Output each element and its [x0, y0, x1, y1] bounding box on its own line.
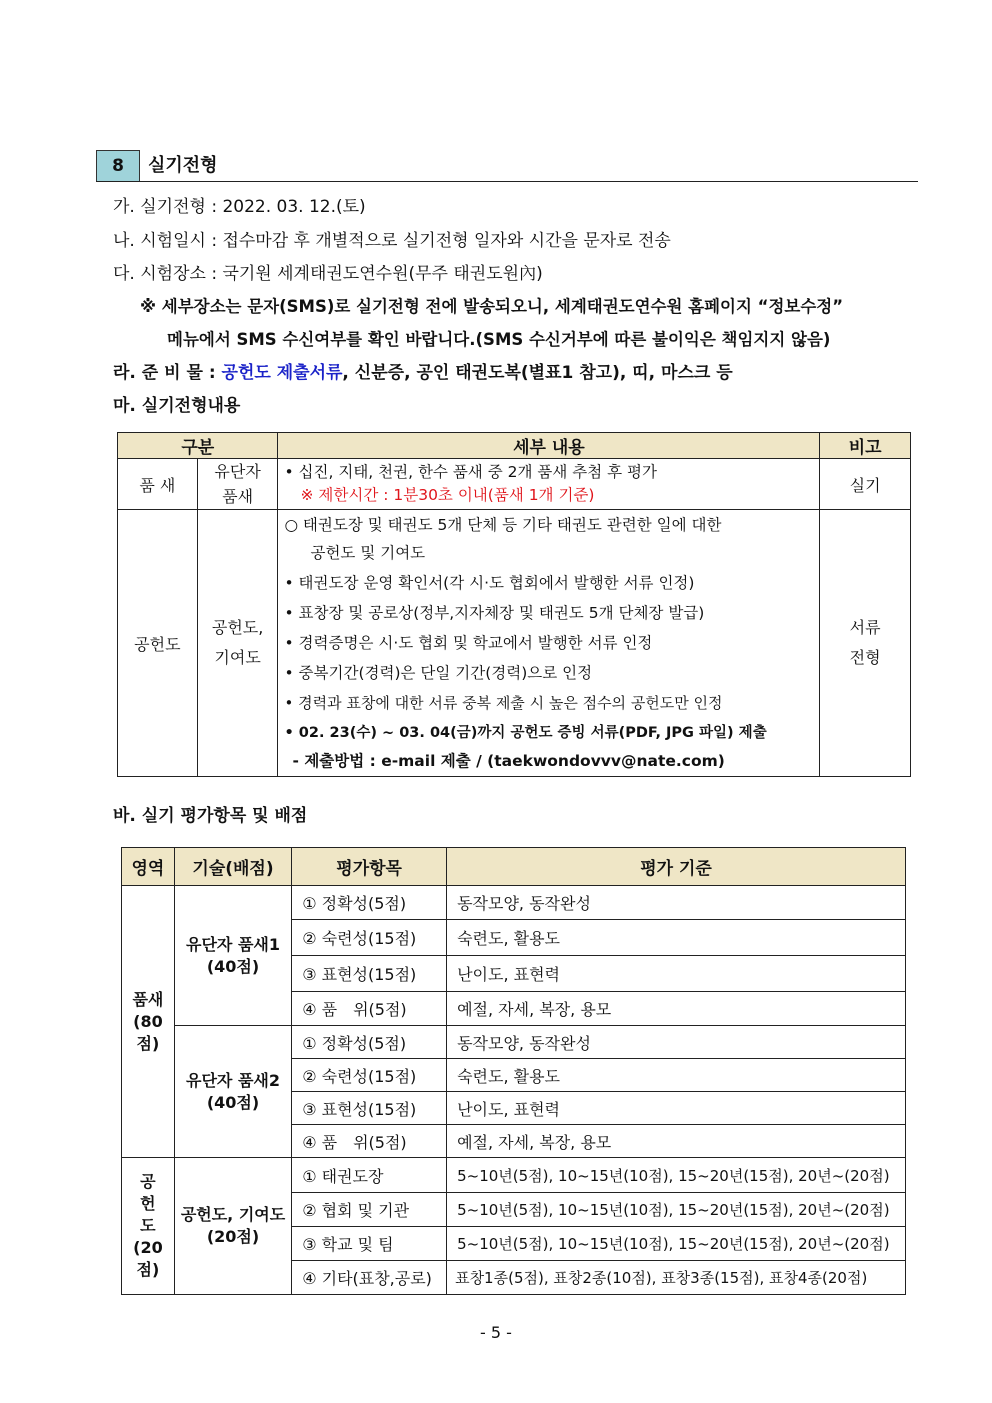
table-row	[122, 1158, 906, 1193]
detail-line: • 중복기간(경력)은 단일 기간(경력)으로 인정	[284, 664, 593, 682]
eval-item: ② 숙련성(15점)	[292, 920, 447, 956]
content-heading: 마. 실기전형내용	[113, 396, 241, 416]
detail-line: • 십진, 지태, 천권, 한수 품새 중 2개 품새 추첨 후 평가	[284, 463, 657, 481]
detail-line: ○ 태권도장 및 태권도 5개 단체 등 기타 태권도 관련한 일에 대한	[284, 516, 722, 534]
table-row	[122, 1026, 906, 1059]
area-label: 품새	[132, 989, 164, 1009]
subcategory-line: 기여도	[214, 648, 261, 667]
table-row	[118, 459, 911, 510]
exam-place: 다. 시험장소 : 국기원 세계태권도연수원(무주 태권도원內)	[113, 264, 543, 284]
table-row	[118, 510, 911, 777]
row-category: 품 새	[118, 459, 198, 510]
header-category: 구분	[118, 433, 278, 459]
preparation-suffix: , 신분증, 공인 태권도복(별표1 참고), 띠, 마스크 등	[342, 363, 733, 383]
technique-poomsae-2	[174, 1026, 291, 1158]
detail-line: • 태권도장 운영 확인서(각 시·도 협회에서 발행한 서류 인정)	[284, 574, 695, 592]
detail-line: 공헌도 및 기여도	[310, 544, 426, 562]
area-contribution	[122, 1158, 175, 1295]
header-criteria: 평가 기준	[447, 848, 906, 886]
technique-score: (40점)	[206, 1092, 260, 1112]
technique-contribution	[174, 1158, 291, 1295]
table-row	[122, 886, 906, 920]
section-header	[96, 150, 918, 182]
eval-heading: 바. 실기 평가항목 및 배점	[113, 806, 308, 826]
time-limit-note: ※ 제한시간 : 1분30초 이내(품새 1개 기준)	[300, 486, 595, 504]
area-score: (20점)	[133, 1238, 163, 1279]
eval-item: ② 협회 및 기관	[292, 1193, 447, 1227]
eval-item: ④ 기타(표창,공로)	[292, 1261, 447, 1295]
section-divider	[96, 181, 918, 182]
eval-criteria: 난이도, 표현력	[447, 956, 906, 992]
detail-line: • 경력과 표창에 대한 서류 중복 제출 시 높은 점수의 공헌도만 인정	[284, 694, 723, 712]
page-number: - 5 -	[480, 1323, 512, 1342]
preparation-prefix: 라. 준 비 물 :	[113, 363, 222, 383]
header-note: 비고	[820, 433, 911, 459]
eval-criteria: 동작모양, 동작완성	[447, 1026, 906, 1059]
technique-score: (20점)	[206, 1227, 260, 1246]
eval-item: ④ 품 위(5점)	[292, 992, 447, 1026]
section-title: 실기전형	[148, 155, 218, 176]
eval-criteria: 숙련도, 활용도	[447, 1059, 906, 1092]
subcategory-line: 유단자	[214, 462, 261, 481]
row-detail	[278, 510, 820, 777]
preparation-highlight: 공헌도 제출서류	[221, 363, 343, 383]
table-header-row	[118, 433, 911, 459]
eval-criteria: 예절, 자세, 복장, 용모	[447, 1125, 906, 1158]
deadline-line: • 02. 23(수) ~ 03. 04(금)까지 공헌도 증빙 서류(PDF, JPG 파일) 제출	[284, 725, 767, 741]
eval-item: ① 태권도장	[292, 1158, 447, 1193]
subcategory-line: 품새	[222, 487, 254, 506]
table-header-row	[122, 848, 906, 886]
note-line: 서류	[849, 618, 881, 637]
area-label-char: 공	[140, 1172, 156, 1191]
technique-label: 유단자 품새1	[186, 934, 280, 954]
eval-item: ③ 학교 및 팀	[292, 1227, 447, 1261]
eval-criteria: 5~10년(5점), 10~15년(10점), 15~20년(15점), 20년~(20점)	[447, 1193, 906, 1227]
subcategory-line: 공헌도,	[211, 618, 264, 637]
row-detail	[278, 459, 820, 510]
header-detail: 세부 내용	[278, 433, 820, 459]
submission-method: - 제출방법 : e-mail 제출 / (taekwondovvv@nate.com)	[292, 752, 725, 770]
row-subcategory	[197, 510, 278, 777]
notice-line-2: 메뉴에서 SMS 수신여부를 확인 바랍니다.(SMS 수신거부에 따른 불이익은 책임지지 않음)	[167, 330, 831, 349]
note-line: 전형	[849, 648, 881, 667]
row-subcategory	[197, 459, 278, 510]
section-number: 8	[96, 150, 140, 182]
area-score: (80점)	[133, 1011, 163, 1053]
technique-score: (40점)	[206, 956, 260, 976]
exam-date: 가. 실기전형 : 2022. 03. 12.(토)	[113, 197, 366, 217]
notice-line-1: ※ 세부장소는 문자(SMS)로 실기전형 전에 발송되오니, 세계태권도연수원 홈페이지 “정보수정”	[140, 297, 844, 316]
eval-criteria: 5~10년(5점), 10~15년(10점), 15~20년(15점), 20년~(20점)	[447, 1227, 906, 1261]
detail-line: • 표창장 및 공로상(정부,지자체장 및 태권도 5개 단체장 발급)	[284, 604, 705, 622]
eval-item: ④ 품 위(5점)	[292, 1125, 447, 1158]
header-technique: 기술(배점)	[174, 848, 291, 886]
technique-poomsae-1	[174, 886, 291, 1026]
detail-line: • 경력증명은 시·도 협회 및 학교에서 발행한 서류 인정	[284, 634, 653, 652]
preparation-line	[113, 361, 733, 385]
area-poomsae	[122, 886, 175, 1158]
area-label-char: 헌	[140, 1194, 156, 1213]
exam-time: 나. 시험일시 : 접수마감 후 개별적으로 실기전형 일자와 시간을 문자로 전송	[113, 231, 671, 251]
eval-item: ③ 표현성(15점)	[292, 1092, 447, 1125]
eval-criteria: 난이도, 표현력	[447, 1092, 906, 1125]
header-area: 영역	[122, 848, 175, 886]
eval-criteria: 5~10년(5점), 10~15년(10점), 15~20년(15점), 20년~(20점)	[447, 1158, 906, 1193]
row-note	[820, 510, 911, 777]
eval-criteria: 표창1종(5점), 표창2종(10점), 표창3종(15점), 표창4종(20점)	[447, 1261, 906, 1295]
technique-label: 공헌도, 기여도	[180, 1205, 286, 1224]
row-note: 실기	[820, 459, 911, 510]
row-category: 공헌도	[118, 510, 198, 777]
exam-content-table	[117, 432, 911, 777]
eval-criteria: 예절, 자세, 복장, 용모	[447, 992, 906, 1026]
eval-item: ① 정확성(5점)	[292, 886, 447, 920]
header-item: 평가항목	[292, 848, 447, 886]
eval-criteria: 동작모양, 동작완성	[447, 886, 906, 920]
area-label-char: 도	[140, 1216, 156, 1235]
evaluation-table	[121, 847, 906, 1295]
technique-label: 유단자 품새2	[186, 1070, 280, 1090]
eval-item: ① 정확성(5점)	[292, 1026, 447, 1059]
eval-criteria: 숙련도, 활용도	[447, 920, 906, 956]
eval-item: ③ 표현성(15점)	[292, 956, 447, 992]
eval-item: ② 숙련성(15점)	[292, 1059, 447, 1092]
